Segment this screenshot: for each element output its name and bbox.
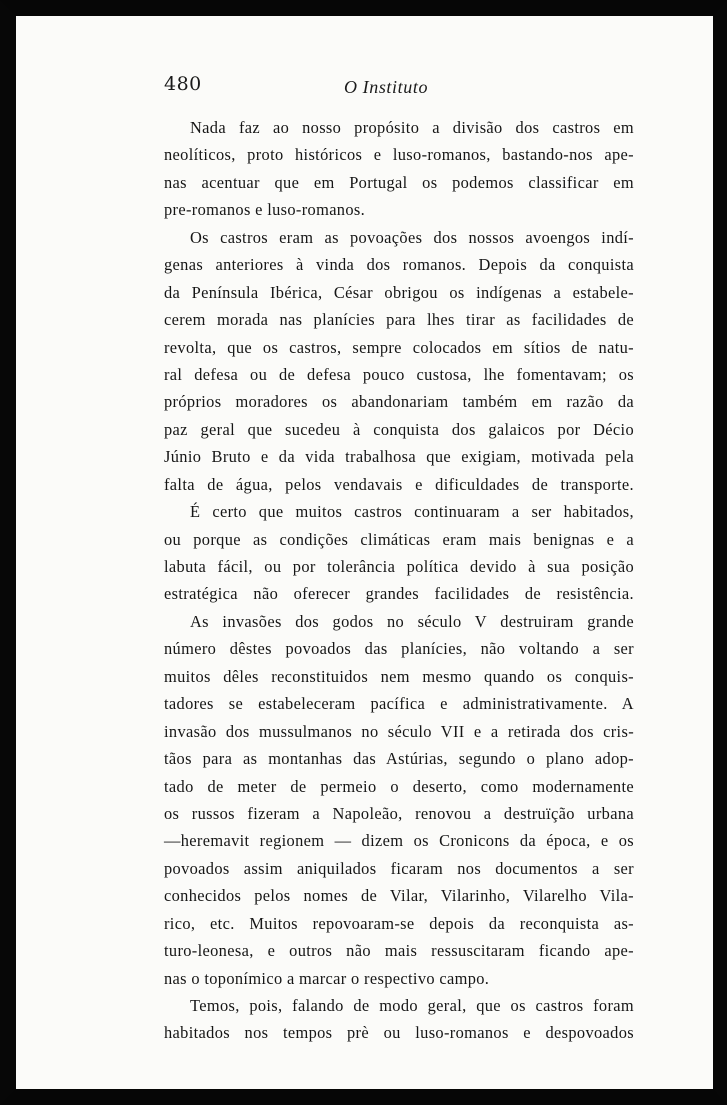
paragraph-line: invasão dos mussulmanos no século VII e a retirada dos cris- <box>164 721 634 741</box>
running-title: O Instituto <box>343 77 429 97</box>
paragraph-line: os russos fizeram a Napoleão, renovou a destruïção urbana <box>164 803 634 823</box>
paragraph-line: genas anteriores à vinda dos romanos. Depois da conquista <box>164 255 634 275</box>
paragraph-line: É certo que muitos castros continuaram a ser habitados, <box>190 502 634 522</box>
paragraph-line: próprios moradores os abandonariam também em razão da <box>164 392 634 412</box>
paragraph-line: povoados assim aniquilados ficaram nos documentos a ser <box>164 858 634 878</box>
paragraph-line: da Península Ibérica, César obrigou os indígenas a estabele- <box>164 282 634 302</box>
paragraph-line: turo-leonesa, e outros não mais ressuscitaram ficando ape- <box>164 941 634 961</box>
page-number: 480 <box>164 73 202 95</box>
paragraph-line: As invasões dos godos no século V destruiram grande <box>190 611 634 631</box>
paragraph-line: tãos para as montanhas das Astúrias, segundo o plano adop- <box>164 749 634 769</box>
paragraph-line: muitos dêles reconstituidos nem mesmo quando os conquis- <box>164 666 634 686</box>
paragraph-line: pre-romanos e luso-romanos. <box>164 200 366 220</box>
paragraph-line: ou porque as condições climáticas eram mais benignas e a <box>164 529 634 549</box>
body-text <box>164 114 634 1047</box>
paragraph-line: revolta, que os castros, sempre colocados em sítios de natu- <box>164 337 634 357</box>
paragraph-line: conhecidos pelos nomes de Vilar, Vilarinho, Vilarelho Vila- <box>164 886 634 906</box>
paragraph-line: ral defesa ou de defesa pouco custosa, lhe fomentavam; os <box>164 364 634 384</box>
paragraph-line: Júnio Bruto e da vida trabalhosa que exigiam, motivada pela <box>164 447 634 467</box>
paragraph-line: Os castros eram as povoações dos nossos avoengos indí- <box>190 227 634 247</box>
paragraph-line: estratégica não oferecer grandes facilidades de resistência. <box>164 584 634 604</box>
paragraph-line: habitados nos tempos prè ou luso-romanos e despovoados <box>164 1023 634 1043</box>
paragraph-line: nas acentuar que em Portugal os podemos classificar em <box>164 172 634 192</box>
paragraph-line: Temos, pois, falando de modo geral, que os castros foram <box>190 996 634 1015</box>
paragraph-line: labuta fácil, ou por tolerância política devido à sua posição <box>164 557 634 576</box>
paragraph-line: número dêstes povoados das planícies, não voltando a ser <box>164 639 634 659</box>
paragraph-line: nas o toponímico a marcar o respectivo campo. <box>164 968 490 988</box>
paragraph-line: falta de água, pelos vendavais e dificuldades de transporte. <box>164 474 634 494</box>
paragraph-line: —heremavit regionem — dizem os Cronicons da época, e os <box>164 831 634 851</box>
paragraph-line: neolíticos, proto históricos e luso-romanos, bastando-nos ape- <box>164 145 634 165</box>
paragraph-line: tadores se estabeleceram pacífica e administrativamente. A <box>164 694 634 714</box>
paragraph-line: Nada faz ao nosso propósito a divisão dos castros em <box>190 118 634 137</box>
paragraph-line: paz geral que sucedeu à conquista dos galaicos por Décio <box>164 419 634 439</box>
paragraph-line: rico, etc. Muitos repovoaram-se depois da reconquista as- <box>164 913 634 933</box>
paragraph-line: tado de meter de permeio o deserto, como modernamente <box>164 776 634 796</box>
paragraph-line: cerem morada nas planícies para lhes tirar as facilidades de <box>164 310 634 330</box>
